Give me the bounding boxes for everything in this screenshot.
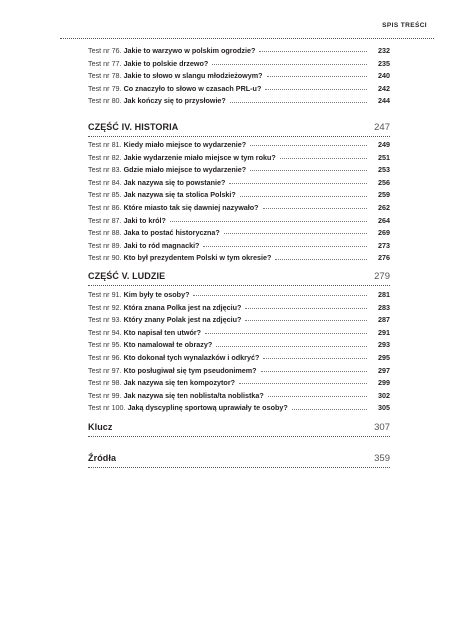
toc-group-2 [88,140,390,266]
entry-title: Jakie wydarzenie miało miejsce w tym roku? [123,152,276,162]
page-number: 295 [378,352,390,362]
page-number: 264 [378,215,390,225]
section-page: 247 [374,122,390,133]
page-number: 251 [378,152,390,162]
page-number: 291 [378,327,390,337]
entry-title: Kto posługiwał się tym pseudonimem? [123,365,257,375]
page-number: 297 [378,365,390,375]
dot-leader [263,357,367,359]
test-number: Test nr 88. [88,228,122,238]
page-number: 302 [378,390,390,400]
entry-title: Jakie to polskie drzewo? [123,58,209,68]
dot-leader [250,144,367,146]
section-rule [88,467,390,468]
entry-title: Jaki to król? [123,215,166,225]
toc-entry[interactable] [88,378,390,391]
toc-entry[interactable] [88,391,390,404]
test-number: Test nr 89. [88,240,122,250]
page-number: 232 [378,46,390,55]
entry-title: Który znany Polak jest na zdjęciu? [123,315,242,325]
dot-leader [170,220,367,222]
test-number: Test nr 93. [88,315,122,325]
test-number: Test nr 99. [88,390,122,400]
toc-entry[interactable] [88,71,390,84]
section-title: Klucz [88,422,113,432]
page-number: 281 [378,290,390,299]
toc-entry[interactable] [88,253,390,266]
entry-title: Jakie to warzywo w polskim ogrodzie? [123,46,256,55]
entry-title: Które miasto tak się dawniej nazywało? [123,202,259,212]
entry-title: Jakie to słowo w slangu młodzieżowym? [123,71,263,81]
page-number: 242 [378,83,390,93]
dot-leader [205,332,367,334]
section-title: Źródła [88,453,117,463]
entry-title: Co znaczyło to słowo w czasach PRL-u? [123,83,262,93]
dot-leader [263,207,367,209]
test-number: Test nr 85. [88,190,122,200]
page-number: 269 [378,228,390,238]
page-number: 299 [378,378,390,388]
toc-entry[interactable] [88,190,390,203]
entry-title: Jak nazywa się ten kompozytor? [123,378,236,388]
toc-entry[interactable] [88,59,390,72]
dot-leader [259,50,367,52]
entry-title: Kto dokonał tych wynalazków i odkryć? [123,352,260,362]
toc-entry[interactable] [88,216,390,229]
test-number: Test nr 79. [88,83,122,93]
section-heading-klucz[interactable] [88,422,390,433]
page-number: 244 [378,96,390,106]
test-number: Test nr 87. [88,215,122,225]
dot-leader [280,157,367,159]
entry-title: Kto napisał ten utwór? [123,327,202,337]
toc-entry[interactable] [88,96,390,109]
section-heading-ludzie[interactable] [88,271,390,282]
page-number: 273 [378,240,390,250]
entry-title: Jak nazywa się ta stolica Polski? [123,190,236,200]
dot-leader [239,382,367,384]
toc-entry[interactable] [88,84,390,97]
toc-entry[interactable] [88,290,390,303]
test-number: Test nr 84. [88,177,122,187]
toc-entry[interactable] [88,203,390,216]
toc-entry[interactable] [88,303,390,316]
dot-leader [224,232,367,234]
toc-entry[interactable] [88,315,390,328]
section-heading-zrodla[interactable] [88,453,390,464]
dot-leader [275,258,367,260]
page-number: 276 [378,253,390,263]
toc-entry[interactable] [88,340,390,353]
test-number: Test nr 81. [88,140,122,149]
dot-leader [193,294,367,296]
dot-leader [216,345,367,347]
page-number: 287 [378,315,390,325]
toc-entry[interactable] [88,241,390,254]
test-number: Test nr 86. [88,202,122,212]
section-page: 359 [374,453,390,464]
page-number: 293 [378,340,390,350]
dot-leader [267,75,367,77]
test-number: Test nr 83. [88,165,122,175]
page-number: 249 [378,140,390,149]
entry-title: Jaką dyscyplinę sportową uprawiały te osoby? [127,403,288,413]
toc-group-3 [88,290,390,416]
toc-entry[interactable] [88,328,390,341]
page-number: 259 [378,190,390,200]
section-heading-historia[interactable] [88,122,390,133]
entry-title: Kto był prezydentem Polski w tym okresie? [123,253,272,263]
page-number: 253 [378,165,390,175]
toc-entry[interactable] [88,353,390,366]
test-number: Test nr 98. [88,378,122,388]
dot-leader [292,408,367,410]
dot-leader [203,245,367,247]
dot-leader [268,395,367,397]
test-number: Test nr 82. [88,152,122,162]
dot-leader [212,63,367,65]
test-number: Test nr 100. [88,403,126,413]
page-number: 240 [378,71,390,81]
toc-entry[interactable] [88,178,390,191]
entry-title: Jak kończy się to przysłowie? [123,96,226,106]
page-number: 262 [378,202,390,212]
dot-leader [245,307,367,309]
toc-entry[interactable] [88,153,390,166]
test-number: Test nr 92. [88,302,122,312]
section-page: 307 [374,422,390,433]
entry-title: Jak nazywa się to powstanie? [123,177,226,187]
page-number: 283 [378,302,390,312]
toc-entry[interactable] [88,140,390,153]
test-number: Test nr 91. [88,290,122,299]
entry-title: Jaki to ród magnacki? [123,240,200,250]
section-title: CZĘŚĆ IV. HISTORIA [88,122,179,132]
test-number: Test nr 94. [88,327,122,337]
dot-leader [245,319,367,321]
dot-leader [250,169,367,171]
dot-leader [229,182,367,184]
test-number: Test nr 97. [88,365,122,375]
test-number: Test nr 95. [88,340,122,350]
entry-title: Kiedy miało miejsce to wydarzenie? [123,140,247,149]
page-number: 256 [378,177,390,187]
section-page: 279 [374,271,390,282]
test-number: Test nr 96. [88,352,122,362]
section-title: CZĘŚĆ V. LUDZIE [88,271,166,281]
section-rule [88,136,390,137]
running-head: SPIS TREŚCI [382,22,427,29]
toc-entry[interactable] [88,366,390,379]
dot-leader [240,195,367,197]
test-number: Test nr 76. [88,46,122,55]
section-rule [88,285,390,286]
test-number: Test nr 77. [88,58,122,68]
page-number: 305 [378,403,390,413]
toc-entry[interactable] [88,403,390,416]
test-number: Test nr 78. [88,71,122,81]
dot-leader [261,370,367,372]
test-number: Test nr 80. [88,96,122,106]
header-rule [60,38,434,39]
entry-title: Kim były te osoby? [123,290,190,299]
dot-leader [230,101,367,103]
toc-entry[interactable] [88,165,390,178]
dot-leader [265,88,367,90]
toc-entry[interactable] [88,46,390,59]
toc-entry[interactable] [88,228,390,241]
entry-title: Jak nazywa się ten noblista/ta noblistka? [123,390,264,400]
entry-title: Jaka to postać historyczna? [123,228,220,238]
section-rule [88,436,390,437]
entry-title: Gdzie miało miejsce to wydarzenie? [123,165,247,175]
page-number: 235 [378,58,390,68]
toc-group-1 [88,46,390,109]
entry-title: Która znana Polka jest na zdjęciu? [123,302,242,312]
entry-title: Kto namalował te obrazy? [123,340,213,350]
test-number: Test nr 90. [88,253,122,263]
